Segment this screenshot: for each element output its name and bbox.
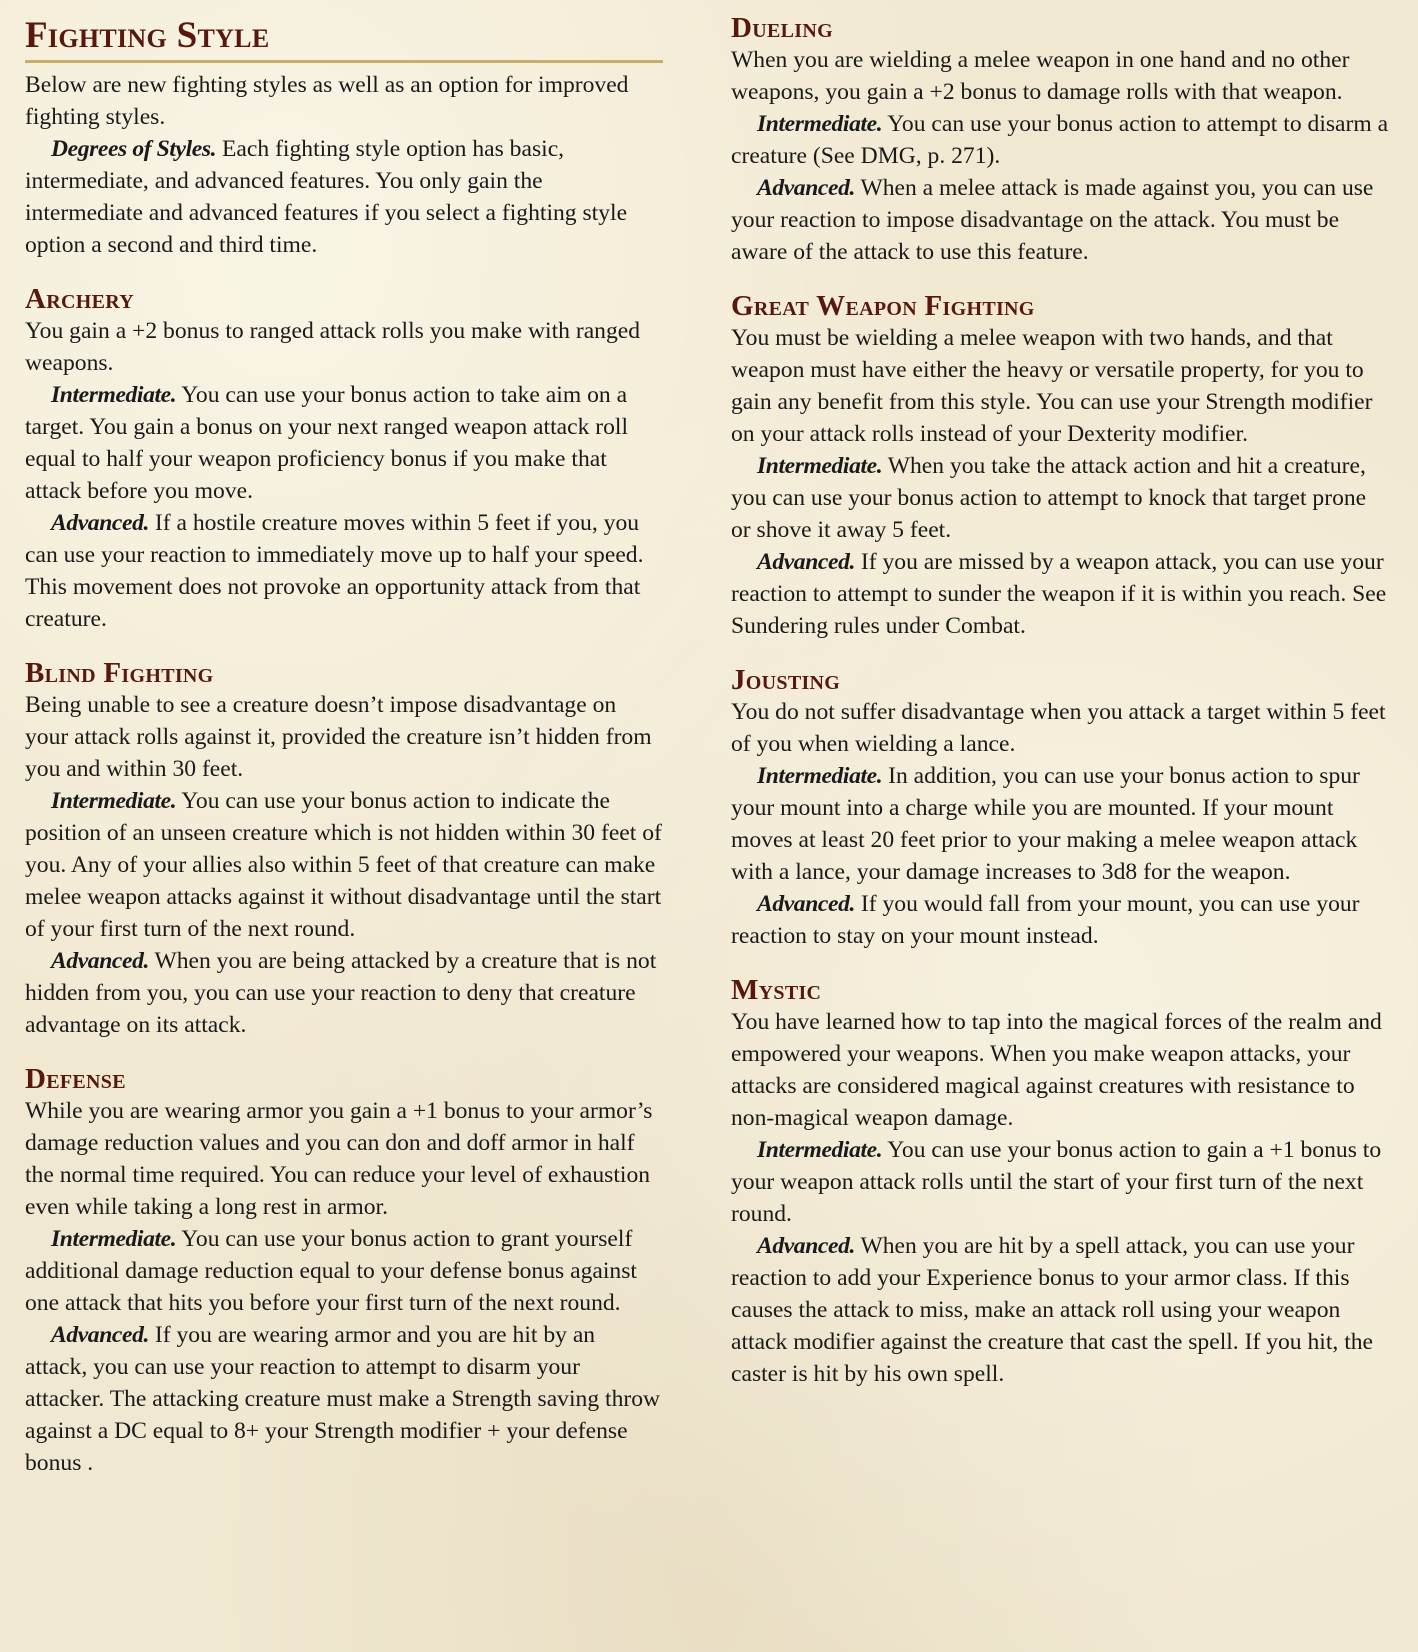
advanced-lead: Advanced.: [757, 891, 855, 917]
advanced-text: When a melee attack is made against you, you can use your reaction to impose disadvantage on the attack. You must be aware of the attack to use this feature.: [731, 175, 1374, 265]
section-heading: Archery: [25, 283, 135, 315]
intermediate-lead: Intermediate.: [51, 382, 177, 408]
intermediate-text: You can use your bonus action to indicate the position of an unseen creature which is not hidden within 30 feet of you. Any of your allies also within 5 feet of that creature can make melee weapon attacks against it without disadvantage until the start of your first turn of the next round.: [25, 788, 662, 942]
section-dueling: [731, 12, 1391, 268]
section-heading: Dueling: [731, 12, 833, 44]
intermediate-paragraph: [25, 785, 663, 945]
advanced-paragraph: [731, 172, 1391, 268]
intermediate-text: When you take the attack action and hit a creature, you can use your bonus action to attempt to knock that target prone or shove it away 5 feet.: [731, 453, 1367, 543]
page-title: Fighting Style: [25, 14, 663, 63]
intermediate-lead: Intermediate.: [757, 763, 883, 789]
section-heading: Blind Fighting: [25, 657, 214, 689]
intermediate-lead: Intermediate.: [51, 788, 177, 814]
advanced-lead: Advanced.: [757, 1233, 855, 1259]
section-defense: [25, 1063, 663, 1479]
advanced-paragraph: [731, 888, 1391, 952]
advanced-text: If you are missed by a weapon attack, you can use your reaction to attempt to sunder the weapon if it is within you reach. See Sundering rules under Combat.: [731, 549, 1387, 639]
intermediate-paragraph: [731, 108, 1391, 172]
advanced-lead: Advanced.: [757, 175, 855, 201]
section-body: You have learned how to tap into the magical forces of the realm and empowered your weapons. When you make weapon attacks, your attacks are considered magical against creatures with resistance to non-magical weapon damage.: [731, 1009, 1382, 1131]
section-body: Being unable to see a creature doesn’t impose disadvantage on your attack rolls against it, provided the creature isn’t hidden from you and within 30 feet.: [25, 692, 652, 782]
section-body: You do not suffer disadvantage when you attack a target within 5 feet of you when wielding a lance.: [731, 699, 1386, 757]
intermediate-paragraph: [731, 1134, 1391, 1230]
section-heading: Defense: [25, 1063, 126, 1095]
section-great-weapon-fighting: [731, 290, 1391, 642]
degrees-paragraph: [25, 133, 663, 261]
section-heading: Jousting: [731, 664, 841, 696]
intermediate-lead: Intermediate.: [757, 453, 883, 479]
section-body: When you are wielding a melee weapon in one hand and no other weapons, you gain a +2 bonus to damage rolls with that weapon.: [731, 47, 1350, 105]
intermediate-text: You can use your bonus action to grant yourself additional damage reduction equal to your defense bonus against one attack that hits you before your first turn of the next round.: [25, 1226, 637, 1316]
intermediate-text: You can use your bonus action to take aim on a target. You gain a bonus on your next ranged weapon attack roll equal to half your weapon proficiency bonus if you make that attack before you move.: [25, 382, 629, 504]
section-heading: Great Weapon Fighting: [731, 290, 1035, 322]
degrees-text: Each fighting style option has basic, intermediate, and advanced features. You only gain the intermediate and advanced features if you select a fighting style option a second and third time.: [25, 136, 628, 258]
advanced-paragraph: [25, 945, 663, 1041]
degrees-lead: Degrees of Styles.: [51, 136, 217, 162]
intermediate-text: In addition, you can use your bonus action to spur your mount into a charge while you are mounted. If your mount moves at least 20 feet prior to your making a melee weapon attack with a lance, your damage increases to 3d8 for the weapon.: [731, 763, 1360, 885]
advanced-paragraph: [25, 1319, 663, 1479]
advanced-lead: Advanced.: [51, 948, 149, 974]
section-body: You gain a +2 bonus to ranged attack rolls you make with ranged weapons.: [25, 318, 641, 376]
advanced-lead: Advanced.: [757, 549, 855, 575]
right-column: [731, 0, 1391, 1390]
section-jousting: [731, 664, 1391, 952]
advanced-paragraph: [731, 546, 1391, 642]
advanced-lead: Advanced.: [51, 510, 149, 536]
section-heading: Mystic: [731, 974, 822, 1006]
advanced-text: If you would fall from your mount, you can use your reaction to stay on your mount instead.: [731, 891, 1360, 949]
advanced-text: When you are hit by a spell attack, you can use your reaction to add your Experience bonus to your armor class. If this causes the attack to miss, make an attack roll using your weapon attack modifier against the creature that cast the spell. If you hit, the caster is hit by his own spell.: [731, 1233, 1374, 1387]
section-blind-fighting: [25, 657, 663, 1041]
intro-paragraph: Below are new fighting styles as well as an option for improved fighting styles.: [25, 72, 629, 130]
advanced-paragraph: [731, 1230, 1391, 1390]
intermediate-text: You can use your bonus action to gain a +1 bonus to your weapon attack rolls until the start of your first turn of the next round.: [731, 1137, 1382, 1227]
left-column: [25, 0, 663, 1479]
section-archery: [25, 283, 663, 635]
advanced-text: If you are wearing armor and you are hit by an attack, you can use your reaction to attempt to disarm your attacker. The attacking creature must make a Strength saving throw against a DC equal to 8+ your Strength modifier + your defense bonus .: [25, 1322, 661, 1476]
section-body: While you are wearing armor you gain a +1 bonus to your armor’s damage reduction values and you can don and doff armor in half the normal time required. You can reduce your level of exhaustion even while taking a long rest in armor.: [25, 1098, 653, 1220]
section-body: You must be wielding a melee weapon with two hands, and that weapon must have either the heavy or versatile property, for you to gain any benefit from this style. You can use your Strength modifier on your attack rolls instead of your Dexterity modifier.: [731, 325, 1373, 447]
intermediate-paragraph: [731, 760, 1391, 888]
intermediate-paragraph: [25, 1223, 663, 1319]
intermediate-text: You can use your bonus action to attempt to disarm a creature (See DMG, p. 271).: [731, 111, 1389, 169]
section-mystic: [731, 974, 1391, 1390]
advanced-text: When you are being attacked by a creature that is not hidden from you, you can use your reaction to deny that creature advantage on its attack.: [25, 948, 657, 1038]
intermediate-lead: Intermediate.: [51, 1226, 177, 1252]
intermediate-lead: Intermediate.: [757, 1137, 883, 1163]
intermediate-paragraph: [731, 450, 1391, 546]
advanced-text: If a hostile creature moves within 5 feet if you, you can use your reaction to immediately move up to half your speed. This movement does not provoke an opportunity attack from that creature.: [25, 510, 644, 632]
intermediate-lead: Intermediate.: [757, 111, 883, 137]
advanced-paragraph: [25, 507, 663, 635]
advanced-lead: Advanced.: [51, 1322, 149, 1348]
intermediate-paragraph: [25, 379, 663, 507]
